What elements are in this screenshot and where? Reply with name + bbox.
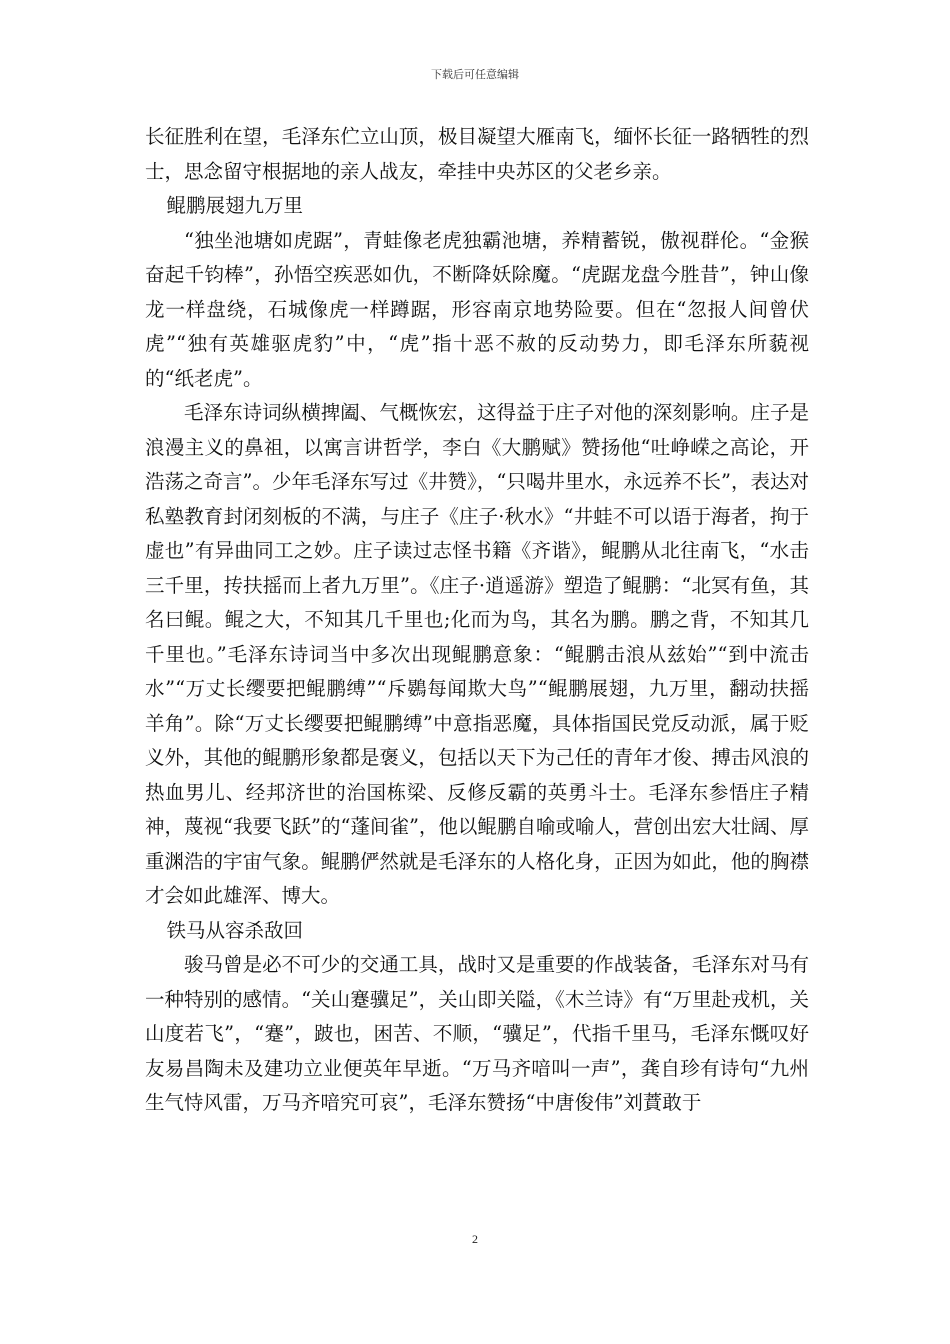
paragraph-tiger: “独坐池塘如虎踞”，青蛙像老虎独霸池塘，养精蓄锐，傲视群伦。“金猴奋起千钧棒”，孙悟空疾恶如仇，不断降妖除魔。“虎踞龙盘今胜昔”，钟山像龙一样盘绕，石城像虎一样蹲踞，形容南京地势险要。但在“忽报人间曾伏虎”“独有英雄驱虎豹”中，“虎”指十恶不赦的反动势力，即毛泽东所藐视的“纸老虎”。 xyxy=(145,228,809,390)
paragraph-horse: 骏马曾是必不可少的交通工具，战时又是重要的作战装备，毛泽东对马有一种特别的感情。“关山蹇骥足”，关山即关隘，《木兰诗》有“万里赴戎机，关山度若飞”，“蹇”，跛也，困苦、不顺，“骥足”，代指千里马，毛泽东慨叹好友易昌陶未及建功立业便英年早逝。“万马齐喑叫一声”，龚自珍有诗句“九州生气恃风雷，万马齐喑究可哀”，毛泽东赞扬“中唐俊伟”刘蕡敢于 xyxy=(145,953,809,1114)
document-body xyxy=(145,120,809,1121)
page-header: 下载后可任意编辑 xyxy=(431,68,519,81)
paragraph-continuation: 长征胜利在望，毛泽东伫立山顶，极目凝望大雁南飞，缅怀长征一路牺牲的烈士，思念留守根据地的亲人战友，牵挂中央苏区的父老乡亲。 xyxy=(145,125,809,183)
page-number: 2 xyxy=(472,1232,478,1246)
paragraph-zhuangzi: 毛泽东诗词纵横捭阖、气概恢宏，这得益于庄子对他的深刻影响。庄子是浪漫主义的鼻祖，以寓言讲哲学，李白《大鹏赋》赞扬他“吐峥嵘之高论，开浩荡之奇言”。少年毛泽东写过《井赞》，“只喝井里水，永远养不长”，表达对私塾教育封闭刻板的不满，与庄子《庄子·秋水》“井蛙不可以语于海者，拘于虚也”有异曲同工之妙。庄子读过志怪书籍《齐谐》，鲲鹏从北往南飞，“水击三千里，抟扶摇而上者九万里”。《庄子·逍遥游》塑造了鲲鹏：“北冥有鱼，其名曰鲲。鲲之大，不知其几千里也;化而为鸟，其名为鹏。鹏之背，不知其几千里也。”毛泽东诗词当中多次出现鲲鹏意象：“鲲鹏击浪从兹始”“到中流击水”“万丈长缨要把鲲鹏缚”“斥鷃每闻欺大鸟”“鲲鹏展翅，九万里，翻动扶摇羊角”。除“万丈长缨要把鲲鹏缚”中意指恶魔，具体指国民党反动派，属于贬义外，其他的鲲鹏形象都是褒义，包括以天下为己任的青年才俊、搏击风浪的热血男儿、经邦济世的治国栋梁、反修反霸的英勇斗士。毛泽东参悟庄子精神，蔑视“我要飞跃”的“蓬间雀”，他以鲲鹏自喻或喻人，营创出宏大壮阔、厚重渊浩的宇宙气象。鲲鹏俨然就是毛泽东的人格化身，正因为如此，他的胸襟才会如此雄浑、博大。 xyxy=(145,401,809,907)
section-heading-tiema: 铁马从容杀敌回 xyxy=(166,918,303,942)
section-heading-kunpeng: 鲲鹏展翅九万里 xyxy=(166,194,303,217)
